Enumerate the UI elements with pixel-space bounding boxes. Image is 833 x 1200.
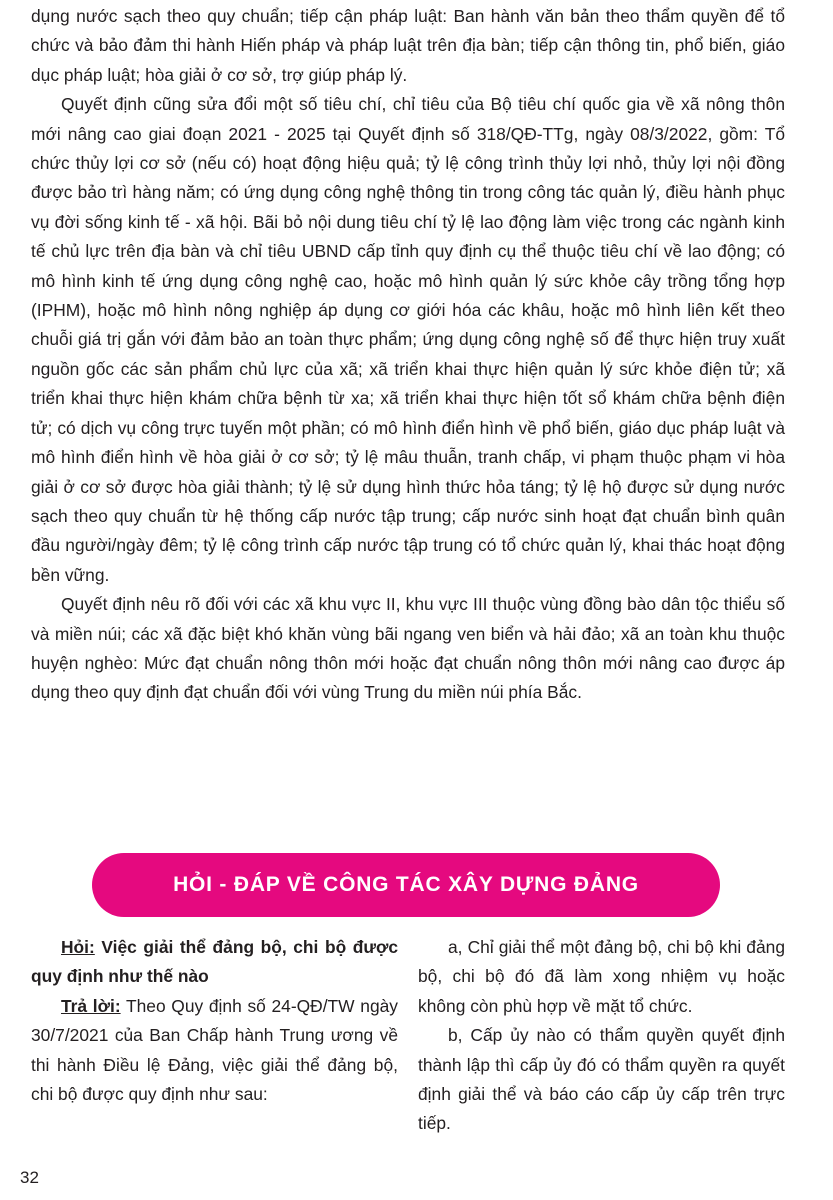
paragraph-1: dụng nước sạch theo quy chuẩn; tiếp cận pháp luật: Ban hành văn bản theo thẩm quyền để tổ chức và bảo đảm thi hành Hiến pháp và pháp luật trên địa bàn; tiếp cận thông tin, phổ biến, giáo dục pháp luật; hòa giải ở cơ sở, trợ giúp pháp lý. bbox=[31, 6, 785, 85]
page-number: 32 bbox=[20, 1168, 39, 1187]
answer-text: Theo Quy định số 24-QĐ/TW ngày 30/7/2021 của Ban Chấp hành Trung ương về thi hành Điều lệ Đảng, việc giải thể đảng bộ, chi bộ được quy định như sau: bbox=[31, 995, 398, 1105]
answer-item-a: a, Chỉ giải thể một đảng bộ, chi bộ khi đảng bộ, chi bộ đó đã làm xong nhiệm vụ hoặc không còn phù hợp về mặt tổ chức. bbox=[418, 937, 785, 1016]
question-paragraph bbox=[31, 933, 398, 992]
answer-label: Trả lời: bbox=[61, 995, 121, 1016]
question-text: Việc giải thể đảng bộ, chi bộ được quy định như thế nào bbox=[31, 937, 398, 987]
answer-item-b: b, Cấp ủy nào có thẩm quyền quyết định thành lập thì cấp ủy đó có thẩm quyền ra quyết định giải thể và báo cáo cấp ủy cấp trên trực tiếp. bbox=[418, 1025, 785, 1134]
qa-left-column bbox=[31, 933, 398, 1109]
answer-paragraph bbox=[31, 992, 398, 1110]
paragraph-2: Quyết định cũng sửa đổi một số tiêu chí, chỉ tiêu của Bộ tiêu chí quốc gia về xã nông thôn mới nâng cao giai đoạn 2021 - 2025 tại Quyết định số 318/QĐ-TTg, ngày 08/3/2022, gồm: Tổ chức thủy lợi cơ sở (nếu có) hoạt động hiệu quả; tỷ lệ công trình thủy lợi nhỏ, thủy lợi nội đồng được bảo trì hàng năm; có ứng dụng công nghệ thông tin trong công tác quản lý, điều hành phục vụ đời sống kinh tế - xã hội. Bãi bỏ nội dung tiêu chí tỷ lệ lao động làm việc trong các ngành kinh tế chủ lực trên địa bàn và chỉ tiêu UBND cấp tỉnh quy định cụ thể thuộc tiêu chí về lao động; có mô hình kinh tế ứng dụng công nghệ cao, hoặc mô hình quản lý sức khỏe cây trồng tổng hợp (IPHM), hoặc mô hình nông nghiệp áp dụng cơ giới hóa các khâu, hoặc mô hình liên kết theo chuỗi giá trị gắn với đảm bảo an toàn thực phẩm; ứng dụng công nghệ số để thực hiện truy xuất nguồn gốc các sản phẩm chủ lực của xã; xã triển khai thực hiện quản lý sức khỏe điện tử; xã triển khai thực hiện khám chữa bệnh từ xa; xã triển khai thực hiện tốt sổ khám chữa bệnh điện tử; có dịch vụ công trực tuyến một phần; có mô hình điển hình về phổ biến, giáo dục pháp luật và mô hình điển hình về hòa giải ở cơ sở; tỷ lệ mâu thuẫn, tranh chấp, vi phạm thuộc phạm vi hòa giải ở cơ sở được hòa giải thành; tỷ lệ sử dụng hình thức hỏa táng; tỷ lệ hộ được sử dụng nước sạch theo quy chuẩn từ hệ thống cấp nước tập trung; cấp nước sinh hoạt đạt chuẩn bình quân đầu người/ngày đêm; tỷ lệ công trình cấp nước tập trung có tổ chức quản lý, khai thác hoạt động bền vững. bbox=[31, 94, 785, 585]
question-label: Hỏi: bbox=[61, 937, 95, 957]
section-banner bbox=[92, 853, 720, 917]
paragraph-3: Quyết định nêu rõ đối với các xã khu vực II, khu vực III thuộc vùng đồng bào dân tộc thiểu số và miền núi; các xã đặc biệt khó khăn vùng bãi ngang ven biển và hải đảo; xã an toàn khu thuộc huyện nghèo: Mức đạt chuẩn nông thôn mới hoặc đạt chuẩn nông thôn mới nâng cao được áp dụng theo quy định đạt chuẩn đối với vùng Trung du miền núi phía Bắc. bbox=[31, 594, 785, 703]
article-body bbox=[31, 2, 785, 708]
qa-right-column bbox=[418, 933, 785, 1139]
section-banner-title: HỎI - ĐÁP VỀ CÔNG TÁC XÂY DỰNG ĐẢNG bbox=[173, 873, 639, 896]
